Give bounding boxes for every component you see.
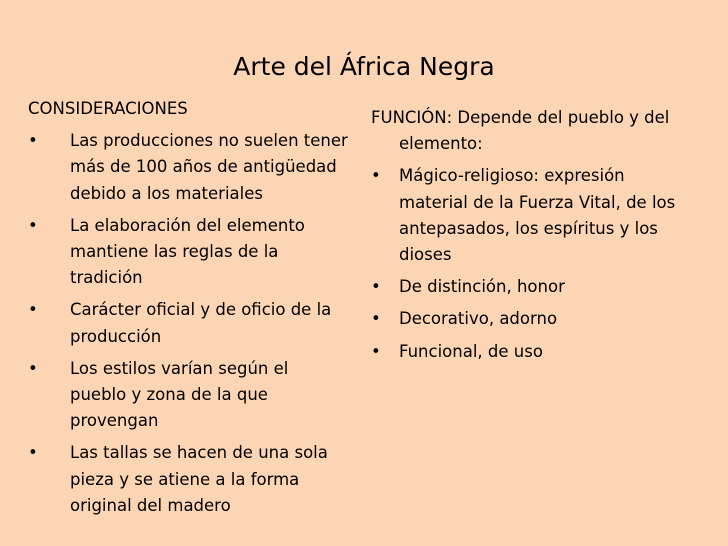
function-column — [371, 105, 691, 365]
list-item — [371, 339, 691, 365]
list-item-text: Funcional, de uso — [399, 341, 543, 361]
slide-title: Arte del África Negra — [233, 52, 495, 81]
considerations-heading: CONSIDERACIONES — [28, 99, 188, 118]
list-item-text: Mágico-religioso: expresión material de la Fuerza Vital, de los antepasados, los espíritus y los dioses — [399, 166, 676, 265]
considerations-list — [28, 128, 348, 519]
list-item-text: De distinción, honor — [399, 277, 565, 297]
bullet-icon: • — [28, 443, 38, 463]
list-item-text: Las producciones no suelen tener más de 100 años de antigüedad debido a los materiales — [70, 131, 348, 203]
list-item-text: Los estilos varían según el pueblo y zona de la que provengan — [70, 358, 289, 431]
list-item-text: Carácter oficial y de oficio de la producción — [70, 300, 332, 346]
list-item-text: La elaboración del elemento mantiene las reglas de la tradición — [70, 215, 305, 288]
bullet-icon: • — [28, 215, 38, 235]
list-item — [28, 128, 348, 207]
list-item — [371, 274, 691, 300]
list-item — [371, 306, 691, 332]
bullet-icon: • — [28, 300, 38, 320]
bullet-icon: • — [371, 309, 381, 329]
list-item — [371, 163, 691, 268]
function-heading: FUNCIÓN: Depende del pueblo y del elemento: — [371, 108, 670, 154]
bullet-icon: • — [371, 277, 381, 297]
bullet-icon: • — [28, 358, 38, 378]
list-item — [28, 297, 348, 349]
considerations-column — [28, 96, 348, 519]
list-item — [28, 440, 348, 519]
list-item — [28, 213, 348, 292]
bullet-icon: • — [371, 166, 381, 186]
bullet-icon: • — [371, 341, 381, 361]
list-item-text: Decorativo, adorno — [399, 309, 558, 329]
list-item-text: Las tallas se hacen de una sola pieza y se atiene a la forma original del madero — [70, 443, 328, 515]
bullet-icon: • — [28, 131, 38, 151]
list-item — [28, 356, 348, 435]
function-list — [371, 163, 691, 364]
